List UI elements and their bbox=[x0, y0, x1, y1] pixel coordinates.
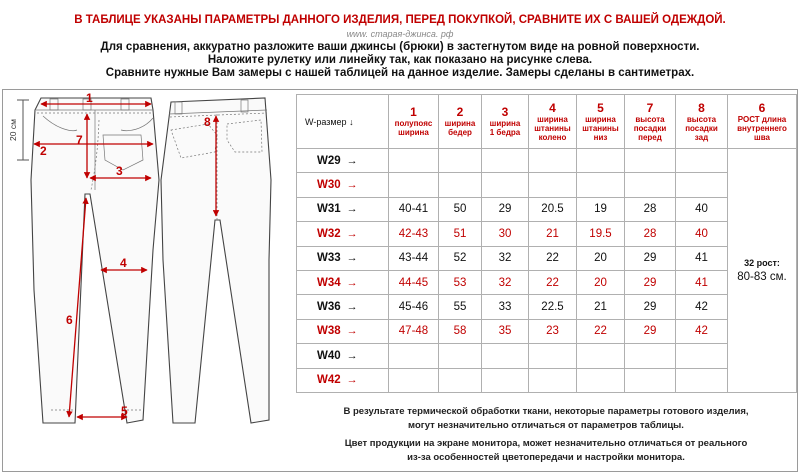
marker-6: 6 bbox=[66, 313, 73, 327]
size-value bbox=[529, 173, 577, 197]
marker-2: 2 bbox=[40, 144, 47, 158]
size-label: W40 → bbox=[297, 344, 389, 368]
size-value: 32 bbox=[482, 270, 529, 294]
size-table-body bbox=[297, 149, 797, 393]
size-value: 29 bbox=[625, 295, 676, 319]
size-row bbox=[297, 222, 797, 246]
size-value: 21 bbox=[529, 222, 577, 246]
size-value bbox=[625, 173, 676, 197]
size-value: 19 bbox=[577, 197, 625, 221]
size-value: 50 bbox=[439, 197, 482, 221]
size-value: 29 bbox=[482, 197, 529, 221]
size-row bbox=[297, 295, 797, 319]
instruction-line-1: Для сравнения, аккуратно разложите ваши джинсы (брюки) в застегнутом виде на ровной поверхности. bbox=[100, 41, 700, 53]
size-label: W31 → bbox=[297, 197, 389, 221]
size-value bbox=[389, 344, 439, 368]
size-value: 28 bbox=[625, 197, 676, 221]
marker-1: 1 bbox=[86, 91, 93, 105]
size-label: W38 → bbox=[297, 319, 389, 343]
size-row bbox=[297, 173, 797, 197]
size-value bbox=[676, 368, 728, 392]
size-value bbox=[577, 149, 625, 173]
size-value: 23 bbox=[529, 319, 577, 343]
size-row bbox=[297, 319, 797, 343]
size-value: 55 bbox=[439, 295, 482, 319]
size-row bbox=[297, 197, 797, 221]
size-row bbox=[297, 270, 797, 294]
size-value: 42 bbox=[676, 295, 728, 319]
col-header: 7 высота посадки перед bbox=[625, 95, 676, 149]
marker-5: 5 bbox=[121, 404, 128, 418]
size-value bbox=[676, 344, 728, 368]
size-row bbox=[297, 344, 797, 368]
size-label: W34 → bbox=[297, 270, 389, 294]
col-header: 3 ширина 1 бедра bbox=[482, 95, 529, 149]
size-value: 32 bbox=[482, 246, 529, 270]
site-url: www. старая-джинса. рф bbox=[346, 29, 454, 39]
col-header: 6 РОСТ длина внутреннего шва bbox=[728, 95, 797, 149]
size-value bbox=[439, 344, 482, 368]
size-value: 40-41 bbox=[389, 197, 439, 221]
size-value bbox=[439, 368, 482, 392]
size-value bbox=[625, 368, 676, 392]
size-value: 53 bbox=[439, 270, 482, 294]
size-value bbox=[482, 368, 529, 392]
size-value bbox=[529, 149, 577, 173]
size-value bbox=[577, 344, 625, 368]
col-header: 4 ширина штанины колено bbox=[529, 95, 577, 149]
footer-note-shrink: В результате термической обработки ткани, некоторые параметры готового изделия, могут незначительно отличаться от параметров таблицы. bbox=[343, 406, 749, 431]
height-label: 20 см bbox=[8, 119, 18, 141]
size-value bbox=[389, 368, 439, 392]
marker-8: 8 bbox=[204, 115, 211, 129]
w-size-header: W-размер ↓ bbox=[297, 95, 389, 149]
size-value bbox=[529, 368, 577, 392]
size-value: 20 bbox=[577, 270, 625, 294]
size-value: 19.5 bbox=[577, 222, 625, 246]
inseam-note: 32 рост: 80-83 см. bbox=[728, 149, 797, 393]
size-label: W42 → bbox=[297, 368, 389, 392]
size-value: 58 bbox=[439, 319, 482, 343]
size-value bbox=[482, 344, 529, 368]
size-value: 30 bbox=[482, 222, 529, 246]
col-header: 8 высота посадки зад bbox=[676, 95, 728, 149]
size-row bbox=[297, 246, 797, 270]
footer-note-color: Цвет продукции на экране монитора, может незначительно отличаться от реального из-за особенностей цветопередачи и настройки монитора. bbox=[344, 438, 748, 463]
size-value bbox=[439, 173, 482, 197]
size-label: W33 → bbox=[297, 246, 389, 270]
size-value: 35 bbox=[482, 319, 529, 343]
size-value: 21 bbox=[577, 295, 625, 319]
size-value: 45-46 bbox=[389, 295, 439, 319]
size-label: W36 → bbox=[297, 295, 389, 319]
size-value: 22 bbox=[529, 270, 577, 294]
size-value bbox=[389, 149, 439, 173]
size-value: 41 bbox=[676, 270, 728, 294]
size-value: 40 bbox=[676, 197, 728, 221]
size-value bbox=[577, 368, 625, 392]
size-value: 20.5 bbox=[529, 197, 577, 221]
size-value: 52 bbox=[439, 246, 482, 270]
col-header: 2 ширина бедер bbox=[439, 95, 482, 149]
col-header: 1 полупояс ширина bbox=[389, 95, 439, 149]
size-value bbox=[389, 173, 439, 197]
size-value bbox=[529, 344, 577, 368]
size-value: 29 bbox=[625, 270, 676, 294]
marker-7: 7 bbox=[76, 133, 83, 147]
size-value: 28 bbox=[625, 222, 676, 246]
size-value: 40 bbox=[676, 222, 728, 246]
marker-4: 4 bbox=[120, 256, 127, 270]
size-value: 43-44 bbox=[389, 246, 439, 270]
size-value bbox=[482, 149, 529, 173]
size-value bbox=[577, 173, 625, 197]
size-value: 29 bbox=[625, 319, 676, 343]
table-header-row bbox=[297, 95, 797, 149]
marker-3: 3 bbox=[116, 164, 123, 178]
size-value bbox=[482, 173, 529, 197]
size-label: W32 → bbox=[297, 222, 389, 246]
instruction-line-3: Сравните нужные Вам замеры с нашей таблицей на данное изделие. Замеры сделаны в сантиметрах. bbox=[105, 67, 695, 79]
size-value: 20 bbox=[577, 246, 625, 270]
size-value: 41 bbox=[676, 246, 728, 270]
size-value: 22 bbox=[577, 319, 625, 343]
size-value: 47-48 bbox=[389, 319, 439, 343]
size-value bbox=[676, 173, 728, 197]
size-value: 33 bbox=[482, 295, 529, 319]
size-value bbox=[439, 149, 482, 173]
size-row bbox=[297, 149, 797, 173]
size-value: 42-43 bbox=[389, 222, 439, 246]
size-value: 51 bbox=[439, 222, 482, 246]
size-value bbox=[625, 149, 676, 173]
size-value: 44-45 bbox=[389, 270, 439, 294]
size-row bbox=[297, 368, 797, 392]
size-value: 22.5 bbox=[529, 295, 577, 319]
size-value: 29 bbox=[625, 246, 676, 270]
size-value bbox=[625, 344, 676, 368]
col-header: 5 ширина штанины низ bbox=[577, 95, 625, 149]
size-value bbox=[676, 149, 728, 173]
size-label: W29 → bbox=[297, 149, 389, 173]
headline: В ТАБЛИЦЕ УКАЗАНЫ ПАРАМЕТРЫ ДАННОГО ИЗДЕЛИЯ, ПЕРЕД ПОКУПКОЙ, СРАВНИТЕ ИХ С ВАШЕЙ ОДЕЖДОЙ. bbox=[74, 14, 726, 26]
size-value: 22 bbox=[529, 246, 577, 270]
instruction-line-2: Наложите рулетку или линейку так, как показано на рисунке слева. bbox=[207, 54, 593, 66]
size-label: W30 → bbox=[297, 173, 389, 197]
size-value: 42 bbox=[676, 319, 728, 343]
size-table bbox=[296, 94, 797, 393]
jeans-measure-diagram bbox=[3, 90, 293, 471]
